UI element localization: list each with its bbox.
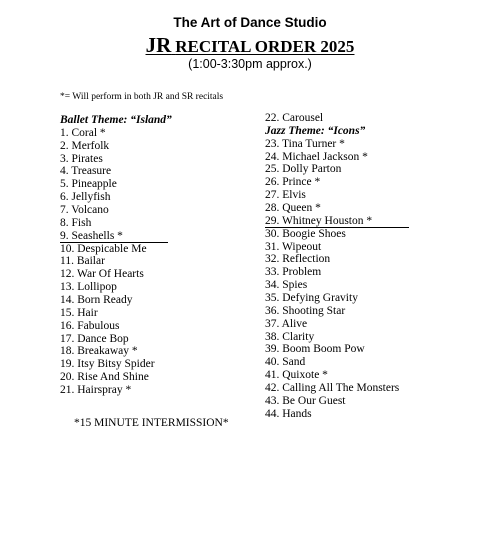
list-item: 17. Dance Bop xyxy=(60,332,129,345)
list-item: 30. Boogie Shoes xyxy=(265,227,346,240)
list-item: 7. Volcano xyxy=(60,204,109,217)
list-item: 2. Merfolk xyxy=(60,139,110,152)
list-item: 4. Treasure xyxy=(60,165,112,178)
list-item: 14. Born Ready xyxy=(60,294,133,307)
page-title xyxy=(0,34,500,59)
list-item: 26. Prince * xyxy=(265,176,321,189)
list-item: 18. Breakaway * xyxy=(60,345,138,358)
asterisk-note: *= Will perform in both JR and SR recitals xyxy=(60,92,224,102)
list-item: 38. Clarity xyxy=(265,330,315,343)
list-item: 1. Coral * xyxy=(60,126,106,139)
list-item-underlined xyxy=(60,230,172,243)
list-item: 34. Spies xyxy=(265,279,308,292)
list-item: 11. Bailar xyxy=(60,255,105,268)
list-item: 16. Fabulous xyxy=(60,319,120,332)
list-item: 31. Wipeout xyxy=(265,240,322,253)
list-item: 10. Despicable Me xyxy=(60,242,147,255)
list-item: 37. Alive xyxy=(265,317,308,330)
list-item: 33. Problem xyxy=(265,266,322,279)
list-item: 19. Itsy Bitsy Spider xyxy=(60,358,155,371)
title-jr: JR xyxy=(145,33,172,57)
list-item: 13. Lollipop xyxy=(60,281,117,294)
title-recital-order: RECITAL ORDER 2025 xyxy=(175,37,355,56)
list-item: 8. Fish xyxy=(60,216,92,229)
list-item: 40. Sand xyxy=(265,356,306,369)
list-item: 28. Queen * xyxy=(265,202,321,215)
list-item: 25. Dolly Parton xyxy=(265,163,342,176)
recital-times: (1:00-3:30pm approx.) xyxy=(188,57,312,71)
list-item: 39. Boom Boom Pow xyxy=(265,343,365,356)
list-item: 22. Carousel xyxy=(265,112,324,124)
intermission-note: *15 MINUTE INTERMISSION* xyxy=(74,417,229,429)
list-item: 21. Hairspray * xyxy=(60,384,132,397)
list-item: 44. Hands xyxy=(265,407,312,420)
list-item: 6. Jellyfish xyxy=(60,191,111,204)
list-item: 24. Michael Jackson * xyxy=(265,150,368,163)
list-item: 15. Hair xyxy=(60,306,98,319)
ballet-theme-heading: Ballet Theme: “Island” xyxy=(60,114,172,126)
list-item: 20. Rise And Shine xyxy=(60,371,149,384)
list-item: 12. War Of Hearts xyxy=(60,268,144,281)
studio-name: The Art of Dance Studio xyxy=(173,15,327,30)
list-item: 36. Shooting Star xyxy=(265,304,346,317)
list-item: 3. Pirates xyxy=(60,152,103,165)
list-item: 23. Tina Turner * xyxy=(265,137,345,150)
list-item: 32. Reflection xyxy=(265,253,331,266)
list-item-underlined xyxy=(265,215,409,228)
list-item: 35. Defying Gravity xyxy=(265,292,358,305)
left-column xyxy=(60,114,172,397)
list-item: 5. Pineapple xyxy=(60,178,117,191)
list-item-seashells: 9. Seashells * xyxy=(60,231,168,243)
list-item: 41. Quixote * xyxy=(265,369,328,382)
list-item: 27. Elvis xyxy=(265,189,306,202)
right-column xyxy=(265,112,409,421)
list-item: 43. Be Our Guest xyxy=(265,394,346,407)
list-item: 42. Calling All The Monsters xyxy=(265,382,400,395)
list-item-whitney-houston: 29. Whitney Houston * xyxy=(265,216,409,228)
jazz-theme-heading: Jazz Theme: “Icons” xyxy=(265,124,366,137)
